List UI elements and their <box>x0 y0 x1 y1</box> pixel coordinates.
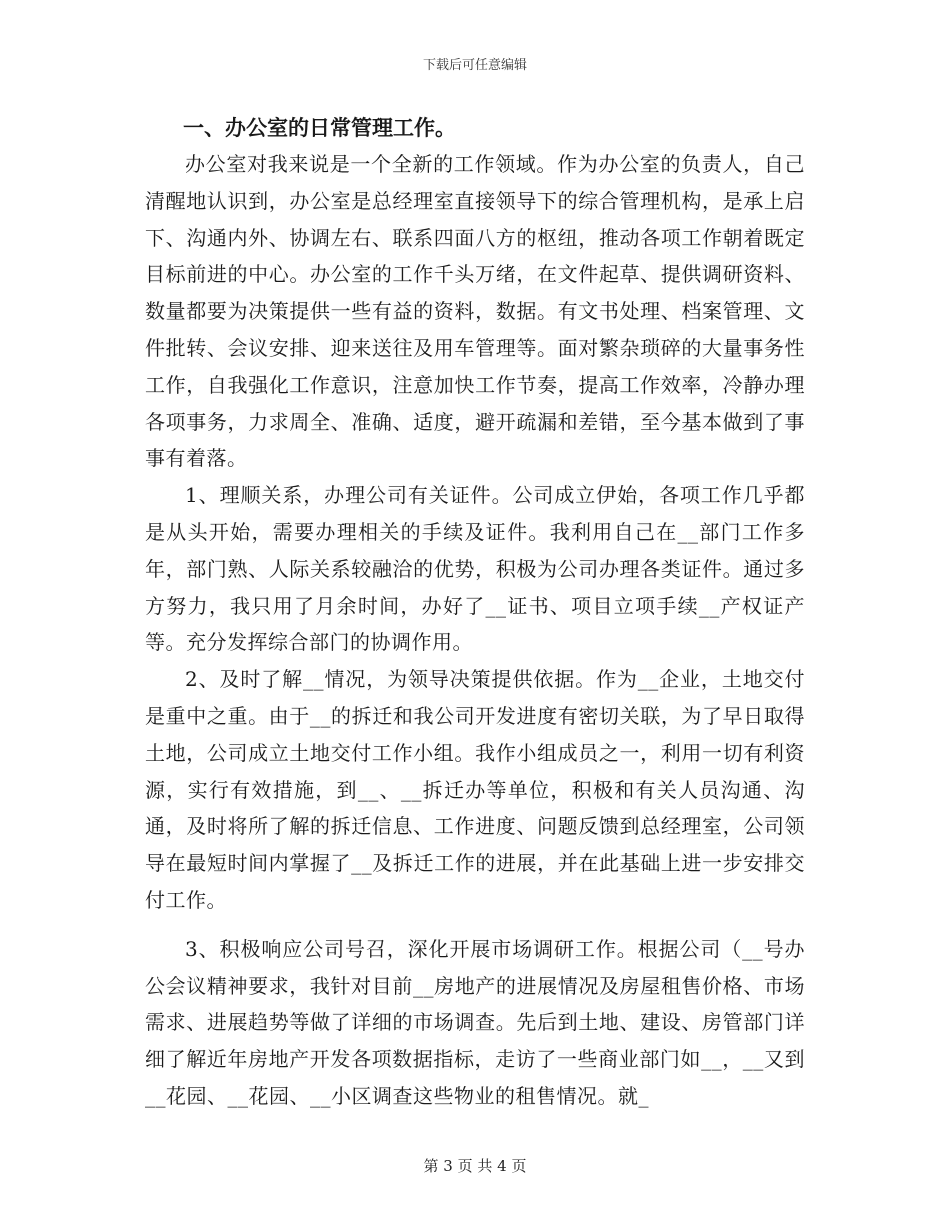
section-heading: 一、办公室的日常管理工作。 <box>183 115 456 140</box>
paragraph-intro: 办公室对我来说是一个全新的工作领域。作为办公室的负责人，自己清醒地认识到，办公室是总经理室直接领导下的综合管理机构，是承上启下、沟通内外、协调左右、联系四面八方的枢纽，推动各项工作朝着既定目标前进的中心。办公室的工作千头万绪，在文件起草、提供调研资料、数量都要为决策提供一些有益的资料，数据。有文书处理、档案管理、文件批转、会议安排、迎来送往及用车管理等。面对繁杂琐碎的大量事务性工作，自我强化工作意识，注意加快工作节奏，提高工作效率，冷静办理各项事务，力求周全、准确、适度，避开疏漏和差错，至今基本做到了事事有着落。 <box>145 152 805 471</box>
document-body <box>145 110 805 1115</box>
paragraph-item-1: 1、理顺关系，办理公司有关证件。公司成立伊始，各项工作几乎都是从头开始，需要办理相关的手续及证件。我利用自己在__部门工作多年，部门熟、人际关系较融洽的优势，积极为公司办理各类证件。通过多方努力，我只用了月余时间，办好了__证书、项目立项手续__产权证产等。充分发挥综合部门的协调作用。 <box>145 483 805 655</box>
paragraph-item-2: 2、及时了解__情况，为领导决策提供依据。作为__企业，土地交付是重中之重。由于__的拆迁和我公司开发进度有密切关联，为了早日取得土地，公司成立土地交付工作小组。我作小组成员之一，利用一切有利资源，实行有效措施，到__、__拆迁办等单位，积极和有关人员沟通、沟通，及时将所了解的拆迁信息、工作进度、问题反馈到总经理室，公司领导在最短时间内掌握了__及拆迁工作的进展，并在此基础上进一步安排交付工作。 <box>145 667 805 912</box>
page-header-note: 下载后可任意编辑 <box>422 58 527 73</box>
paragraph-spacer <box>145 919 805 931</box>
paragraph-item-3: 3、积极响应公司号召，深化开展市场调研工作。根据公司（__号办公会议精神要求，我针对目前__房地产的进展情况及房屋租售价格、市场需求、进展趋势等做了详细的市场调查。先后到土地、建设、房管部门详细了解近年房地产开发各项数据指标，走访了一些商业部门如__，__又到__花园、__花园、__小区调查这些物业的租售情况。就_ <box>145 936 805 1108</box>
page-number: 第 3 页 共 4 页 <box>423 1157 527 1175</box>
